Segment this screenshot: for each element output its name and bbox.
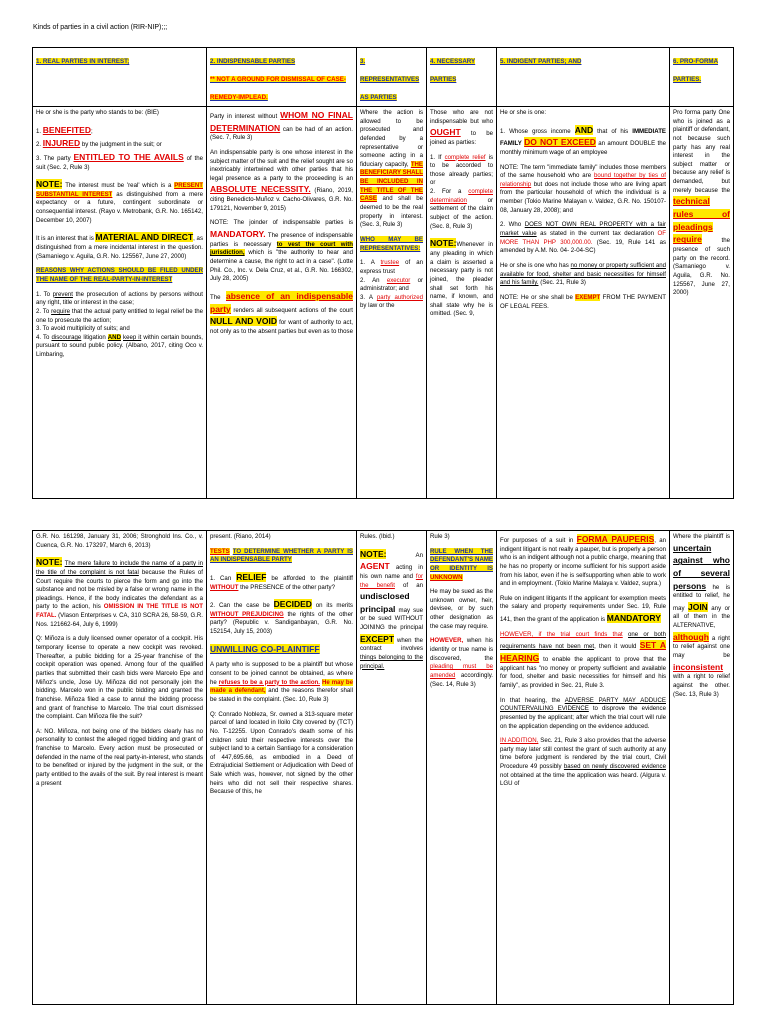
text: can be had of an action. (Sec. 7, Rule 3) [210, 125, 353, 142]
text: TESTS [210, 547, 230, 555]
text: He or she is one: [500, 109, 547, 116]
text: for the benefit [360, 572, 423, 589]
text: , then it would [594, 643, 637, 651]
text: acting in his own name and [360, 564, 423, 580]
text: and shall be deemed to be the real property in interest. (Sec. 3, Rule 3) [360, 195, 423, 229]
text: (Sec. 21, Rule 3) [540, 279, 586, 287]
header-label: 3. REPRESENTATIVES AS PARTIES [360, 58, 420, 101]
text: The mere failure to include the name of a party in the title of the complaint is not fatal [36, 560, 204, 576]
text: of an express trust [360, 259, 423, 275]
text: trustee [380, 259, 400, 267]
text: Q: Conrado Nobleza, Sr. owned a 313-square meter parcel of land located in Iloilo City covered by (TCT) No. T-12255. Upon Conrado's death some of his children sold their respective interests over the subject land to a certain Santiago for a consideration of 447,695.66, as embodied in a Deed of Extrajudicial Settlement or Adjudication with Deed of Sale which was, however, not signed by the other heirs who did not sell their respective shares. Because of this, he [210, 710, 353, 796]
text: NOTE: The term "immediate family" includes those members of the same household who are [500, 163, 666, 180]
text: based on newly discovered evidence [563, 763, 666, 771]
text: NOTE: He or she shall be [500, 293, 573, 301]
text: 2. Who [500, 221, 522, 229]
text: the presence of such party on the record. (Samaniego v. Aguila, G.R. No. 125567, June 27, 2000) [673, 237, 730, 297]
table-body-row [33, 107, 734, 499]
text: inconsistent [673, 661, 724, 672]
text: by the judgment in the suit; or [81, 141, 162, 149]
parties-table-bottom [32, 530, 734, 1005]
text: OMISSION IN THE TITLE IS NOT FATAL. [36, 603, 203, 620]
header-label: 4. NECESSARY PARTIES [430, 58, 476, 83]
text: INJURED [42, 138, 81, 149]
text: present. (Riano, 2014) [210, 533, 271, 540]
cell-necessary-parties-cont [427, 531, 497, 1005]
cell-pro-forma-parties-cont [670, 531, 734, 1005]
text: OUGHT [430, 127, 461, 138]
text: to enable the applicant to prove that the applicant has "no money or property sufficient and available for food, shelter and basic necessities for himself and his family", as provided in Sec. 21, Rule 3. [500, 656, 666, 689]
text: 1. A [360, 259, 375, 267]
text: things belonging to the principal. [360, 654, 423, 670]
cell-indispensable-parties-cont [207, 531, 357, 1005]
text: when his identity or true name is discovered, the [430, 637, 493, 662]
text: when the contract involves [360, 636, 423, 653]
cell-real-parties: He or she is the party who stands to be: (BIE) 1. BENEFITED; 2. INJURED by the judgment in the suit; or 3. The party ENTITLED TO THE AVAILS of the suit (Sec. 2, Rule 3) NOTE: The interest must be 'real' which is a PRESENT SUBSTANTIAL INTEREST as distinguished from a mere expectancy or a future, contingent subordinate or consequential interest. (Rayo v. Metrobank, G.R. No. 165142, December 10, 2007) It is an interest that is MATERIAL AND DIRECT, as distinguished from a mere incidental interest in the question. (Samaniego v. Aguila, G.R. No. 125567, June 27, 2000) REASONS WHY ACTIONS SHOULD BE FILED UNDER THE NAME OF THE REAL-PARTY-IN-INTEREST 1. To prevent the prosecution of actions by persons without any right, title or interest in the case; 2. To require that the actual party entitled to legal relief be the one to prosecute the action; 3. To avoid multiplicity of suits; and 4. To discourage litigation AND keep it within certain bounds, pursuant to sound public policy. (Albano, 2017, citing Oco v. Limbaring, [33, 107, 207, 499]
text: PRESENT SUBSTANTIAL INTEREST [36, 182, 203, 198]
text: discourage [51, 333, 82, 341]
text: or administrator; and [360, 276, 423, 293]
text: by law or the [360, 302, 395, 310]
text: complete determination [430, 188, 493, 204]
text: (Riano, 2019, citing Benedicto-Muñoz v. Cacho-Olivares, G.R. No. 179121, November 9, 2015) [210, 187, 354, 212]
cell-pro-forma-parties [670, 107, 734, 499]
text: ABSOLUTE NECESSITY. [210, 184, 311, 195]
text: not obtained at the time the application was heard. (Algura v. LGU of [500, 771, 666, 788]
text: a right to relief against one may be [673, 634, 730, 660]
cell-real-parties-cont [33, 531, 207, 1005]
text: 2. An [360, 276, 380, 284]
text: DOES NOT OWN REAL PROPERTY with a fair market value [500, 221, 666, 238]
text: IN ADDITION, [500, 737, 539, 745]
text: NOTE: [36, 179, 63, 190]
text: uncertain against who of several persons [673, 542, 730, 591]
cell-indigent-parties [497, 107, 670, 499]
text: to be joined as parties: [430, 130, 493, 146]
text: of an [403, 581, 423, 589]
text: DO NOT EXCEED [524, 137, 596, 148]
text: An [415, 551, 423, 559]
text: FORMA PAUPERIS [576, 534, 655, 544]
text: , as distinguished from a mere incidental interest in the question. (Samaniego v. Aguila, G.R. No. 125567, June 27, 2000) [36, 235, 203, 260]
text: litigation [83, 333, 106, 341]
text: technical rules of pleadings require [673, 196, 730, 245]
header-label: 2. INDISPENSABLE PARTIES [210, 58, 296, 65]
text: the prosecution of actions by persons without any right, title or interest in the case; [36, 290, 203, 307]
text: require [51, 307, 71, 315]
text: 1. Can [210, 574, 232, 582]
text: an amount DOUBLE the monthly minimum wage of an employee [500, 140, 666, 156]
text: be afforded to the plaintiff [271, 574, 353, 582]
text: Sec. 21, Rule 3 also provides that the adverse party may later still contest the grant of such authority at any time before judgment is rendered by the trial court, Civil Procedure 49 possibly [500, 737, 666, 771]
text: he is entitled to relief, he may [673, 583, 730, 612]
text: bound together by ties of relationship [500, 172, 666, 188]
text: JOIN [687, 601, 708, 612]
text: on its merits [315, 602, 353, 610]
text: In that hearing, the [500, 696, 561, 704]
header-note: ** NOT A GROUND FOR DISMISSAL OF CASE- REMEDY-IMPLEAD. [210, 76, 346, 101]
text: FROM THE PAYMENT OF LEGAL FEES. [500, 293, 666, 310]
text: MATERIAL AND DIRECT [95, 232, 194, 243]
text: ADVERSE PARTY MAY ADDUCE COUNTERVAILING EVIDENCE [500, 696, 666, 713]
text: with a right to relief against the other. (Sec. 13, Rule 3) [673, 673, 730, 698]
text: , an indigent litigant is not really a pauper, but is properly a person who is an indigent although not a public charge, meaning that he has no property or income sufficient for his support aside from his labor, even if he is selfsupporting when able to work and in employment. (Tokio Marine Malaya v. Valdez, supra.) [500, 537, 667, 588]
text: 2. Can the case be [210, 602, 270, 610]
text: DECIDED [273, 599, 312, 610]
text: because the Rules of Court require the courts to pierce the form and go into the substance and not be misled by a false or wrong name in the pleadings. Hence, if the body indicates the defendant as a party to the action, his [36, 568, 203, 611]
text: NOTE: [36, 557, 63, 568]
cell-indigent-parties-cont [497, 531, 670, 1005]
text: WHOM NO FINAL DETERMINATION [210, 110, 353, 133]
text: NULL AND VOID [210, 316, 277, 327]
text: (Vlason Enterprises v. CA, 310 SCRA 26, 58-59, G.R. Nos. 121662-64, July 6, 1999) [36, 612, 203, 628]
text: within certain bounds, pursuant to sound public policy. (Albano, 2017, citing Oco v. Limbaring, [36, 333, 203, 359]
text: any or all of them in the ALTERNATIVE, [673, 604, 730, 630]
text: 2. To [36, 307, 50, 315]
text: The presence of indispensable parties is necessary [210, 232, 353, 248]
text: as stated in the current tax declaration [540, 230, 655, 238]
header-label: 1. REAL PARTIES IN INTEREST; [36, 58, 130, 65]
text: He may be made a defendant, [210, 678, 354, 695]
text: 3. The party [36, 154, 71, 162]
text: THE BENEFICIARY SHALL BE INCLUDED IN THE TITLE OF THE CASE [360, 160, 423, 203]
text: 3. A [360, 293, 373, 301]
text: WITHOUT PREJUDICING [210, 610, 284, 618]
text: Rules. (Ibid.) [360, 533, 395, 540]
text: Whenever in any pleading in which a claim is asserted a necessary party is not joined, the pleader shall set forth his name, if known, and shall state why he is omitted. (Sec. 9, [430, 241, 493, 318]
text: 3. To avoid multiplicity of suits; and [36, 325, 130, 333]
text: 1. If [430, 153, 442, 161]
text: SET A HEARING [500, 640, 666, 664]
parties-table-top [32, 47, 734, 499]
text: may sue or be sued WITHOUT JOINING the principal [360, 606, 423, 632]
document-title: Kinds of parties in a civil action (RIR-NIP);;; [33, 24, 168, 31]
text: IMMEDIATE FAMILY [500, 127, 666, 148]
text: AND [574, 124, 594, 135]
text: or settlement of the claim subject of the action. (Sec. 8, Rule 3) [430, 196, 493, 230]
text: WITHOUT [210, 583, 239, 591]
table-header-row [33, 48, 734, 107]
text: is to be accorded to those already parties; or [430, 153, 493, 187]
text: EXEMPT [575, 293, 601, 301]
text: party authorized [376, 293, 423, 301]
header-real-parties [33, 48, 207, 107]
text: although [673, 631, 709, 642]
text: UNWILLING CO-PLAINTIFF [210, 643, 320, 654]
text: HOWEVER, [430, 637, 464, 645]
text: renders all subsequent actions of the court [233, 306, 353, 314]
header-indispensable-parties [207, 48, 357, 107]
header-indigent-parties [497, 48, 670, 107]
text: HOWEVER, if the trial court finds that [500, 630, 623, 638]
text: undisclosed principal [360, 591, 410, 614]
text: accordingly. (Sec. 14, Rule 3) [430, 671, 493, 688]
text: executor [386, 276, 411, 284]
text: G.R. No. 161298, January 31, 2006; Stronghold Ins. Co., v. Cuenca, G.R. No. 173297, March 6, 2013) [36, 533, 203, 549]
text: that the actual party entitled to legal relief be the one to prosecute the action; [36, 307, 203, 324]
text: which is "the authority to hear and determine a cause, the right to act in a case". (Lotte Phil. Co., Inc. v. Dela Cruz, et al., G.R. No. 166302, July 28, 2005) [210, 249, 353, 283]
text: that of his [597, 127, 629, 135]
text: For purposes of a suit in [500, 537, 574, 544]
text: MANDATORY. [210, 229, 266, 240]
text: Party in interest without [210, 113, 278, 120]
text: MANDATORY [606, 613, 661, 624]
text: 2. For a [430, 188, 462, 196]
text: prevent [52, 290, 73, 298]
text: NOTE: The joinder of indispensable parties is [210, 219, 353, 227]
text: the rights of the other party? (Republic v. Sandiganbayan, G.R. No. 152154, July 15, 2003) [210, 610, 353, 636]
header-label: 5. INDIGENT PARTIES; AND [500, 58, 582, 65]
text: EXCEPT [360, 633, 395, 644]
text: as distinguished from a mere expectancy or a future, contingent subordinate or consequential interest. (Rayo v. Metrobank, G.R. No. 165142, December 10, 2007) [36, 190, 203, 224]
text: ENTITLED TO THE AVAILS [73, 151, 184, 162]
text: A: NO. Miñoza, not being one of the bidders clearly has no personality to contest the alleged rigged bidding and grant of franchise to Marcelo. Every action must be prosecuted or defended in the name of the real party-in-interest, who stands to be benefited or injured by the judgment in the suit, or the party entitled to the avails of the suit. By real interest is meant a present [36, 727, 203, 787]
cell-representatives [357, 107, 427, 499]
text: TO DETERMINE WHETHER A PARTY IS AN INDISPENSABLE PARTY [210, 547, 353, 564]
text: Pro forma party One who is joined as a plaintiff or defendant, not because such party has any real interest in the subject matter or because any relief is demanded, but merely because the [673, 109, 730, 194]
text: 2. [36, 141, 42, 149]
text: WHO MAY BE REPRESENTATIVES: [360, 235, 423, 252]
header-necessary-parties [427, 48, 497, 107]
text: and the reasons therefor shall be stated in the complaint. (Sec. 10, Rule 3) [210, 687, 353, 703]
text: Rule 3) [430, 533, 450, 540]
text: pleading must be amended [430, 663, 493, 679]
text: He or she is one who has [500, 261, 569, 269]
cell-representatives-cont [357, 531, 427, 1005]
text: Q: Miñoza is a duly licensed owner operator of a cockpit. His temporary license to operate a new cockpit was revoked. Thereafter, a public bidding for a 25-year franchise of the cockpit operation was opened. Among four of the qualified parties that submitted their cash bids were Marcelo Epe and Miñoz's uncle, Jose Uy. Miñoza did not personally join the bidding. Marcelo won in the public bidding and granted the franchise. Miñoza filed a case to annul the bidding process and grant of franchise to Marcelo. The trial court dismissed the complaint. Can Miñoza file the suit? [36, 635, 203, 721]
text: Where the plaintiff is [673, 533, 730, 540]
text: The interest must be 'real' which is a [65, 182, 172, 190]
text: AND [107, 333, 121, 341]
text: 1. To [36, 290, 51, 298]
text: complete relief [444, 153, 486, 161]
text: A party who is supposed to be a plaintiff but whose consent to be joined cannot be obtained, as where he [210, 661, 353, 686]
text: NOTE: [430, 238, 457, 249]
text: to disprove the evidence presented by the applicant; after which the trial court will rule on the application depending on the evidence adduced. [500, 705, 666, 730]
text: absence of an indispensable party [210, 290, 353, 314]
text: He or she is the party who stands to be: (BIE) [36, 109, 159, 116]
text: RULE WHEN THE DEFENDANT'S NAME OR IDENTITY IS [430, 547, 493, 572]
header-label: 6. PRO-FORMA PARTIES. [673, 58, 719, 83]
header-pro-forma-parties [670, 48, 734, 107]
text: BENEFITED [42, 124, 91, 135]
cell-indispensable-parties [207, 107, 357, 499]
text: He may be sued as the unknown owner, heir, devisee, or by such other designation as the case may require. [430, 588, 493, 630]
text: 1. [36, 127, 42, 135]
text: It is an interest that is [36, 235, 94, 243]
table-body-row [33, 531, 734, 1005]
cell-necessary-parties [427, 107, 497, 499]
text: refuses to be a party to the action. [218, 678, 320, 686]
text: to vest the court with jurisdiction, [210, 240, 353, 257]
text: of the suit (Sec. 2, Rule 3) [36, 154, 203, 171]
text: An indispensable party is one whose interest in the subject matter of the suit and the relief sought are so inextricably intertwined with other parties that his legal presence as a party to the proceeding is an [210, 148, 353, 182]
text: 4. To [36, 333, 50, 341]
text: the PRESENCE of the other party? [240, 583, 335, 591]
text: The [210, 293, 221, 301]
text: one or both requirements have not been met [500, 630, 666, 651]
text: Rule on indigent litigants If the applicant for exemption meets the salary and property requirements under Sec. 19, Rule 141, then the grant of the application is [500, 594, 666, 624]
header-representatives [357, 48, 427, 107]
text: AGENT [360, 561, 390, 572]
text: Where the action is allowed to be prosecuted and defended by a representative or someone acting in a fiduciary capacity, [360, 109, 423, 168]
text: but does not include those who are living apart from the particular household of which the individual is a member (Tokio Marine Malayan v. Valdez, G.R. No. 150107-08, January 28, 2008); and [500, 180, 666, 214]
text: NOTE: [360, 548, 387, 559]
text: REASONS WHY ACTIONS SHOULD BE FILED UNDER THE NAME OF THE REAL-PARTY-IN-INTEREST [36, 267, 203, 283]
text: RELIEF [236, 571, 267, 582]
text: OF MORE THAN PHP 300,000.00. [500, 230, 666, 246]
text: no money or property sufficient and available for food, shelter and basic necessities for himself and his family. [500, 261, 666, 287]
text: for want of authority to act, not only as to the absent parties but even as to those [210, 319, 353, 335]
text: UNKNOWN [430, 573, 463, 581]
text: keep it [123, 333, 142, 341]
text: 1. Whose gross income [500, 127, 571, 135]
text: (Sec. 19, Rule 141 as amended by A.M. No. 04- 2-04-SC) [500, 238, 667, 255]
text: Those who are not indispensable but who [430, 109, 493, 125]
